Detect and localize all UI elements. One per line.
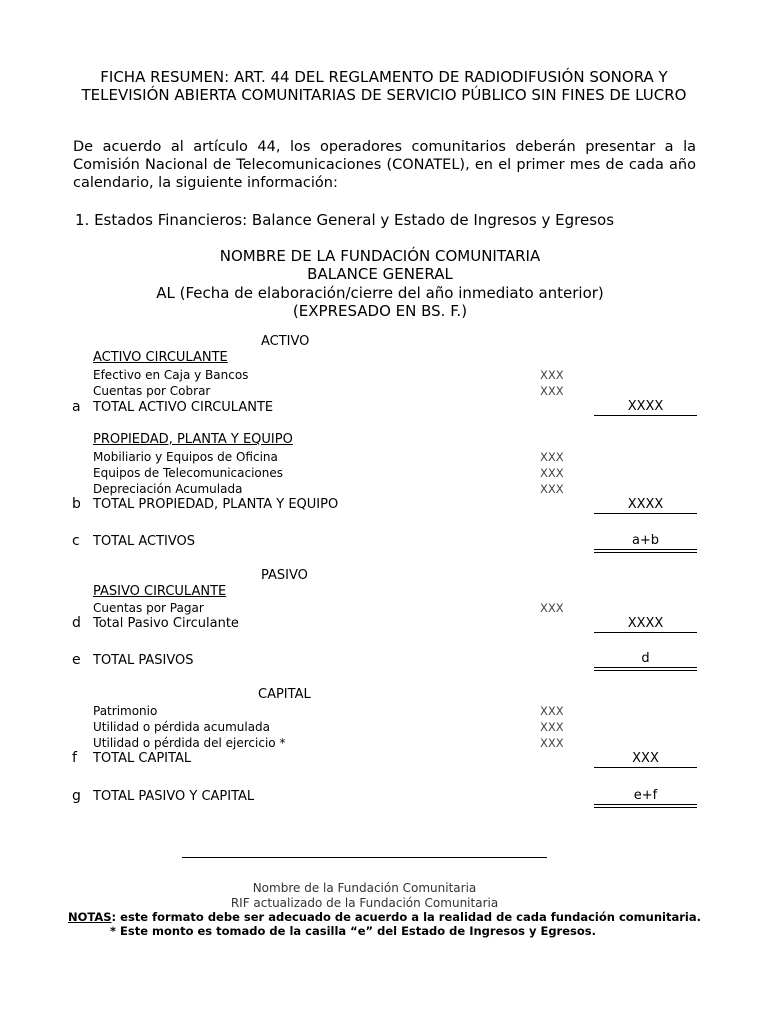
total-label: TOTAL ACTIVOS — [93, 534, 196, 549]
line-item-label: Utilidad o pérdida acumulada — [93, 720, 271, 734]
line-item-label: Mobiliario y Equipos de Oficina — [93, 450, 278, 464]
ppe-heading: PROPIEDAD, PLANTA Y EQUIPO — [93, 432, 293, 447]
line-item-value: XXX — [540, 384, 564, 398]
notes-text-1: : este formato debe ser adecuado de acuerdo a la realidad de cada fundación comunitaria. — [111, 910, 701, 924]
total-label: TOTAL PASIVO Y CAPITAL — [93, 789, 255, 804]
total-value: XXXX — [594, 616, 697, 633]
line-item-label: Efectivo en Caja y Bancos — [93, 368, 249, 382]
line-item-value: XXX — [540, 736, 564, 750]
total-value: a+b — [594, 533, 697, 553]
row-letter: d — [72, 615, 81, 631]
total-label: TOTAL ACTIVO CIRCULANTE — [93, 400, 274, 415]
total-value: e+f — [594, 788, 697, 808]
line-item-label: Cuentas por Cobrar — [93, 384, 211, 398]
row-letter: b — [72, 496, 81, 512]
line-item-label: Utilidad o pérdida del ejercicio * — [93, 736, 286, 750]
line-item-label: Patrimonio — [93, 704, 158, 718]
row-letter: a — [72, 399, 81, 415]
total-value: XXXX — [594, 399, 697, 416]
statement-date: AL (Fecha de elaboración/cierre del año inmediato anterior) — [156, 284, 604, 302]
total-label: TOTAL PASIVOS — [93, 653, 194, 668]
row-letter: e — [72, 652, 81, 668]
activo-heading: ACTIVO — [261, 334, 310, 349]
activo-circulante-heading: ACTIVO CIRCULANTE — [93, 350, 228, 365]
signature-line — [182, 857, 547, 858]
line-item-label: Depreciación Acumulada — [93, 482, 243, 496]
total-value: d — [594, 651, 697, 671]
total-value: XXXX — [594, 497, 697, 514]
line-item-value: XXX — [540, 720, 564, 734]
intro-paragraph: De acuerdo al artículo 44, los operadores comunitarios deberán presentar a la Comisión Nacional de Telecomunicaciones (CONATEL), en el primer mes de cada año calendario, la siguiente información: — [73, 139, 696, 191]
line-item-value: XXX — [540, 601, 564, 615]
row-letter: f — [72, 750, 77, 766]
total-label: Total Pasivo Circulante — [93, 616, 239, 631]
notes-line-1 — [68, 910, 701, 924]
total-label: TOTAL PROPIEDAD, PLANTA Y EQUIPO — [93, 497, 339, 512]
total-label: TOTAL CAPITAL — [93, 751, 192, 766]
notes-label: NOTAS — [68, 910, 112, 924]
row-letter: g — [72, 788, 81, 804]
foundation-name: NOMBRE DE LA FUNDACIÓN COMUNITARIA — [219, 247, 541, 265]
document-title: FICHA RESUMEN: ART. 44 DEL REGLAMENTO DE RADIODIFUSIÓN SONORA Y TELEVISIÓN ABIERTA COMUNITARIAS DE SERVICIO PÚBLICO SIN FINES DE LUCRO — [81, 68, 687, 104]
line-item-label: Equipos de Telecomunicaciones — [93, 466, 284, 480]
line-item-value: XXX — [540, 368, 564, 382]
signature-rif: RIF actualizado de la Fundación Comunitaria — [230, 896, 499, 910]
section-heading: 1. Estados Financieros: Balance General y Estado de Ingresos y Egresos — [75, 211, 615, 229]
capital-heading: CAPITAL — [258, 687, 311, 702]
line-item-value: XXX — [540, 450, 564, 464]
line-item-label: Cuentas por Pagar — [93, 601, 204, 615]
line-item-value: XXX — [540, 704, 564, 718]
pasivo-circulante-heading: PASIVO CIRCULANTE — [93, 584, 227, 599]
line-item-value: XXX — [540, 466, 564, 480]
row-letter: c — [72, 533, 80, 549]
statement-title: BALANCE GENERAL — [307, 265, 453, 283]
notes-text-2: * Este monto es tomado de la casilla “e” del Estado de Ingresos y Egresos. — [110, 924, 596, 938]
total-value: XXX — [594, 751, 697, 768]
line-item-value: XXX — [540, 482, 564, 496]
statement-currency: (EXPRESADO EN BS. F.) — [292, 302, 468, 320]
signature-name: Nombre de la Fundación Comunitaria — [252, 881, 477, 895]
pasivo-heading: PASIVO — [261, 568, 308, 583]
